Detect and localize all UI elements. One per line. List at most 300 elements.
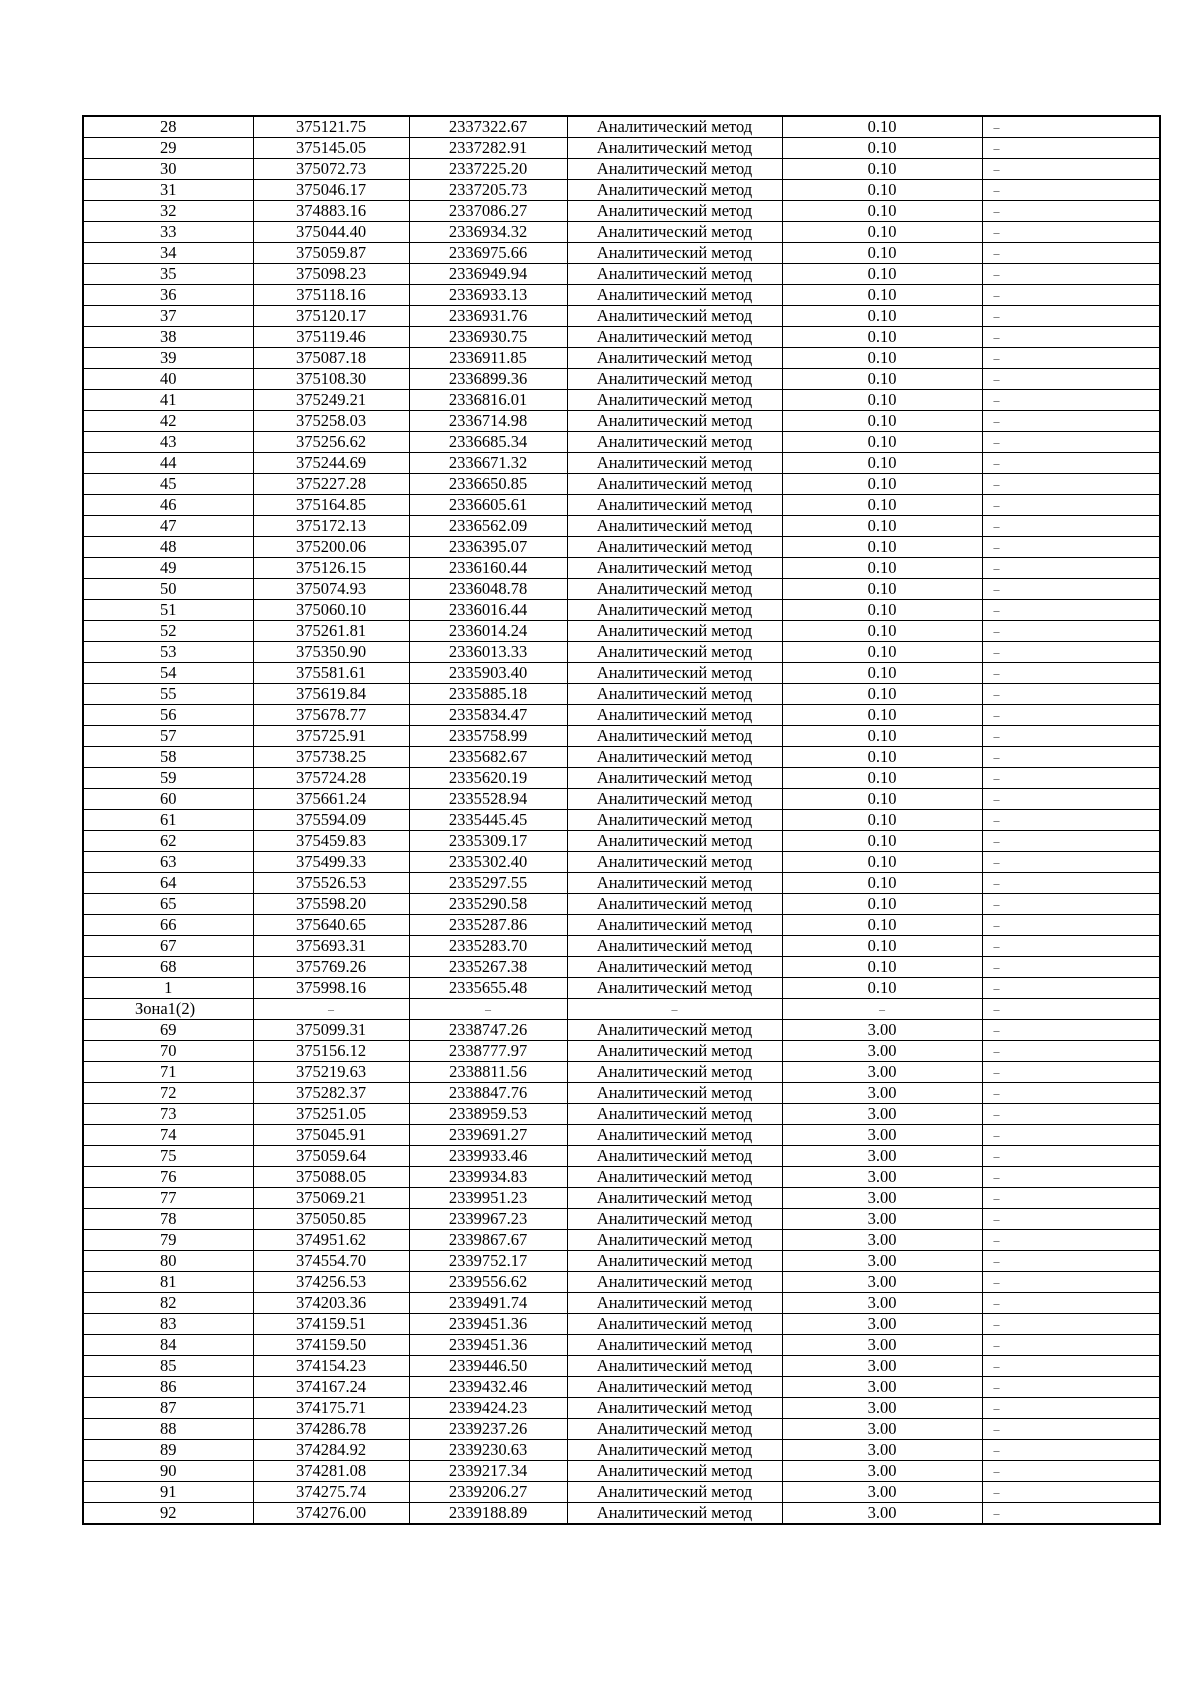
cell-method: Аналитический метод (567, 705, 782, 726)
cell-point-number: 30 (83, 159, 253, 180)
cell-point-number: 58 (83, 747, 253, 768)
cell-accuracy: 0.10 (782, 915, 982, 936)
cell-method: Аналитический метод (567, 1335, 782, 1356)
cell-point-number: 87 (83, 1398, 253, 1419)
cell-method: Аналитический метод (567, 1083, 782, 1104)
table-body (83, 116, 1160, 1524)
cell-y-coordinate: 2339933.46 (409, 1146, 567, 1167)
cell-method: Аналитический метод (567, 894, 782, 915)
cell-method: Аналитический метод (567, 1104, 782, 1125)
cell-y-coordinate: 2336685.34 (409, 432, 567, 453)
cell-accuracy: 0.10 (782, 116, 982, 138)
cell-x-coordinate: 374554.70 (253, 1251, 409, 1272)
cell-point-number: 34 (83, 243, 253, 264)
cell-x-coordinate: 375059.87 (253, 243, 409, 264)
cell-method: Аналитический метод (567, 1251, 782, 1272)
cell-accuracy: 3.00 (782, 1146, 982, 1167)
cell-x-coordinate: 375172.13 (253, 516, 409, 537)
cell-accuracy: 3.00 (782, 1482, 982, 1503)
table-row (83, 1482, 1160, 1503)
cell-remark: – (982, 495, 1160, 516)
cell-x-coordinate: 374951.62 (253, 1230, 409, 1251)
table-row (83, 957, 1160, 978)
cell-method: Аналитический метод (567, 1293, 782, 1314)
cell-method: Аналитический метод (567, 180, 782, 201)
cell-y-coordinate: 2335267.38 (409, 957, 567, 978)
cell-y-coordinate: 2336562.09 (409, 516, 567, 537)
cell-method: Аналитический метод (567, 957, 782, 978)
table-row (83, 1314, 1160, 1335)
cell-accuracy: 3.00 (782, 1167, 982, 1188)
table-row (83, 642, 1160, 663)
cell-x-coordinate: 375098.23 (253, 264, 409, 285)
table-row (83, 1419, 1160, 1440)
table-row (83, 1083, 1160, 1104)
cell-accuracy: 0.10 (782, 747, 982, 768)
cell-y-coordinate: 2335445.45 (409, 810, 567, 831)
cell-x-coordinate: 375072.73 (253, 159, 409, 180)
cell-method: Аналитический метод (567, 810, 782, 831)
cell-accuracy: 0.10 (782, 390, 982, 411)
cell-point-number: 86 (83, 1377, 253, 1398)
cell-remark: – (982, 747, 1160, 768)
table-row (83, 978, 1160, 999)
cell-method: Аналитический метод (567, 1167, 782, 1188)
cell-accuracy: 0.10 (782, 369, 982, 390)
cell-x-coordinate: 375598.20 (253, 894, 409, 915)
cell-accuracy: 0.10 (782, 642, 982, 663)
cell-y-coordinate: 2336048.78 (409, 579, 567, 600)
table-row (83, 1062, 1160, 1083)
cell-method: Аналитический метод (567, 831, 782, 852)
cell-method: Аналитический метод (567, 978, 782, 999)
cell-method: Аналитический метод (567, 600, 782, 621)
cell-point-number: 57 (83, 726, 253, 747)
cell-accuracy: 0.10 (782, 810, 982, 831)
cell-y-coordinate: 2336931.76 (409, 306, 567, 327)
cell-x-coordinate: 375998.16 (253, 978, 409, 999)
table-row (83, 348, 1160, 369)
cell-method: Аналитический метод (567, 663, 782, 684)
cell-method: Аналитический метод (567, 243, 782, 264)
cell-point-number: 68 (83, 957, 253, 978)
cell-accuracy: 3.00 (782, 1461, 982, 1482)
cell-remark: – (982, 852, 1160, 873)
cell-x-coordinate: 375108.30 (253, 369, 409, 390)
cell-remark: – (982, 180, 1160, 201)
cell-y-coordinate: 2337322.67 (409, 116, 567, 138)
cell-accuracy: 3.00 (782, 1020, 982, 1041)
cell-method: Аналитический метод (567, 915, 782, 936)
cell-remark: – (982, 1167, 1160, 1188)
cell-point-number: 47 (83, 516, 253, 537)
cell-x-coordinate: 374883.16 (253, 201, 409, 222)
cell-x-coordinate: 374284.92 (253, 1440, 409, 1461)
cell-point-number: 35 (83, 264, 253, 285)
cell-remark: – (982, 1062, 1160, 1083)
cell-y-coordinate: 2336975.66 (409, 243, 567, 264)
cell-y-coordinate: 2339188.89 (409, 1503, 567, 1525)
table-row (83, 327, 1160, 348)
cell-y-coordinate: 2335290.58 (409, 894, 567, 915)
cell-accuracy: 0.10 (782, 873, 982, 894)
cell-x-coordinate: 375499.33 (253, 852, 409, 873)
cell-remark: – (982, 116, 1160, 138)
table-row (83, 789, 1160, 810)
cell-accuracy: 3.00 (782, 1314, 982, 1335)
cell-y-coordinate: 2338959.53 (409, 1104, 567, 1125)
cell-method: Аналитический метод (567, 327, 782, 348)
cell-y-coordinate: 2339967.23 (409, 1209, 567, 1230)
cell-point-number: 28 (83, 116, 253, 138)
cell-point-number: 31 (83, 180, 253, 201)
cell-method: – (567, 999, 782, 1020)
cell-y-coordinate: 2336933.13 (409, 285, 567, 306)
cell-method: Аналитический метод (567, 537, 782, 558)
cell-y-coordinate: 2336816.01 (409, 390, 567, 411)
cell-x-coordinate: 375087.18 (253, 348, 409, 369)
cell-accuracy: 0.10 (782, 621, 982, 642)
cell-method: Аналитический метод (567, 1230, 782, 1251)
cell-x-coordinate: 375088.05 (253, 1167, 409, 1188)
cell-remark: – (982, 831, 1160, 852)
table-row (83, 684, 1160, 705)
cell-point-number: 46 (83, 495, 253, 516)
cell-x-coordinate: 375050.85 (253, 1209, 409, 1230)
cell-point-number: 63 (83, 852, 253, 873)
cell-method: Аналитический метод (567, 579, 782, 600)
cell-method: Аналитический метод (567, 1377, 782, 1398)
cell-remark: – (982, 726, 1160, 747)
cell-point-number: 49 (83, 558, 253, 579)
table-row (83, 831, 1160, 852)
table-row (83, 285, 1160, 306)
cell-point-number: 88 (83, 1419, 253, 1440)
coordinates-table (82, 115, 1161, 1525)
cell-x-coordinate: 375200.06 (253, 537, 409, 558)
cell-x-coordinate: 375725.91 (253, 726, 409, 747)
cell-remark: – (982, 1251, 1160, 1272)
cell-x-coordinate: 375060.10 (253, 600, 409, 621)
table-row (83, 432, 1160, 453)
cell-point-number: 73 (83, 1104, 253, 1125)
cell-remark: – (982, 1188, 1160, 1209)
cell-y-coordinate: 2339424.23 (409, 1398, 567, 1419)
cell-y-coordinate: 2335528.94 (409, 789, 567, 810)
table-row (83, 138, 1160, 159)
cell-point-number: 78 (83, 1209, 253, 1230)
cell-method: Аналитический метод (567, 789, 782, 810)
cell-remark: – (982, 558, 1160, 579)
cell-method: Аналитический метод (567, 1041, 782, 1062)
cell-method: Аналитический метод (567, 159, 782, 180)
cell-remark: – (982, 1398, 1160, 1419)
cell-remark: – (982, 327, 1160, 348)
table-row (83, 1104, 1160, 1125)
table-row (83, 894, 1160, 915)
cell-x-coordinate: 375251.05 (253, 1104, 409, 1125)
cell-method: Аналитический метод (567, 474, 782, 495)
table-row (83, 453, 1160, 474)
cell-remark: – (982, 1230, 1160, 1251)
cell-point-number: 37 (83, 306, 253, 327)
cell-accuracy: 3.00 (782, 1293, 982, 1314)
cell-method: Аналитический метод (567, 1125, 782, 1146)
cell-remark: – (982, 1272, 1160, 1293)
cell-accuracy: 3.00 (782, 1104, 982, 1125)
cell-x-coordinate: 375678.77 (253, 705, 409, 726)
cell-y-coordinate: 2336605.61 (409, 495, 567, 516)
cell-accuracy: 3.00 (782, 1377, 982, 1398)
cell-remark: – (982, 411, 1160, 432)
cell-accuracy: 0.10 (782, 852, 982, 873)
cell-point-number: 70 (83, 1041, 253, 1062)
cell-point-number: 64 (83, 873, 253, 894)
cell-accuracy: 0.10 (782, 894, 982, 915)
table-row (83, 621, 1160, 642)
cell-method: Аналитический метод (567, 138, 782, 159)
cell-accuracy: 0.10 (782, 600, 982, 621)
cell-y-coordinate: 2335834.47 (409, 705, 567, 726)
cell-y-coordinate: 2336934.32 (409, 222, 567, 243)
cell-y-coordinate: 2336714.98 (409, 411, 567, 432)
cell-accuracy: 0.10 (782, 957, 982, 978)
cell-y-coordinate: 2335297.55 (409, 873, 567, 894)
cell-y-coordinate: 2336016.44 (409, 600, 567, 621)
cell-y-coordinate: 2339217.34 (409, 1461, 567, 1482)
cell-y-coordinate: 2335682.67 (409, 747, 567, 768)
cell-y-coordinate: 2336949.94 (409, 264, 567, 285)
cell-method: Аналитический метод (567, 432, 782, 453)
table-row (83, 1230, 1160, 1251)
cell-point-number: 52 (83, 621, 253, 642)
cell-y-coordinate: 2339451.36 (409, 1335, 567, 1356)
cell-method: Аналитический метод (567, 852, 782, 873)
cell-point-number: 54 (83, 663, 253, 684)
cell-point-number: 83 (83, 1314, 253, 1335)
cell-point-number: 45 (83, 474, 253, 495)
cell-x-coordinate: 375156.12 (253, 1041, 409, 1062)
cell-y-coordinate: 2339237.26 (409, 1419, 567, 1440)
cell-remark: – (982, 894, 1160, 915)
cell-remark: – (982, 1104, 1160, 1125)
cell-x-coordinate: 375594.09 (253, 810, 409, 831)
cell-point-number: 75 (83, 1146, 253, 1167)
cell-remark: – (982, 474, 1160, 495)
cell-x-coordinate: 374281.08 (253, 1461, 409, 1482)
cell-method: Аналитический метод (567, 264, 782, 285)
table-row (83, 936, 1160, 957)
cell-accuracy: 0.10 (782, 222, 982, 243)
table-row (83, 1146, 1160, 1167)
cell-accuracy: 0.10 (782, 138, 982, 159)
cell-accuracy: 0.10 (782, 306, 982, 327)
cell-x-coordinate: 375249.21 (253, 390, 409, 411)
cell-method: Аналитический метод (567, 768, 782, 789)
cell-y-coordinate: 2339867.67 (409, 1230, 567, 1251)
cell-method: Аналитический метод (567, 726, 782, 747)
cell-remark: – (982, 600, 1160, 621)
cell-remark: – (982, 201, 1160, 222)
cell-accuracy: 0.10 (782, 558, 982, 579)
table-row (83, 243, 1160, 264)
cell-method: Аналитический метод (567, 1146, 782, 1167)
cell-method: Аналитический метод (567, 1398, 782, 1419)
cell-point-number: 66 (83, 915, 253, 936)
cell-y-coordinate: 2339230.63 (409, 1440, 567, 1461)
cell-y-coordinate: 2339451.36 (409, 1314, 567, 1335)
cell-x-coordinate: 375459.83 (253, 831, 409, 852)
cell-accuracy: 0.10 (782, 768, 982, 789)
cell-remark: – (982, 453, 1160, 474)
cell-point-number: 42 (83, 411, 253, 432)
table-row (83, 1209, 1160, 1230)
cell-accuracy: 0.10 (782, 432, 982, 453)
cell-accuracy: 0.10 (782, 411, 982, 432)
cell-x-coordinate: 375693.31 (253, 936, 409, 957)
cell-remark: – (982, 348, 1160, 369)
cell-method: Аналитический метод (567, 1419, 782, 1440)
cell-point-number: 44 (83, 453, 253, 474)
table-row (83, 579, 1160, 600)
cell-point-number: 82 (83, 1293, 253, 1314)
cell-point-number: 38 (83, 327, 253, 348)
cell-point-number: 43 (83, 432, 253, 453)
cell-remark: – (982, 1503, 1160, 1525)
cell-remark: – (982, 789, 1160, 810)
cell-method: Аналитический метод (567, 369, 782, 390)
table-row (83, 663, 1160, 684)
cell-x-coordinate: 375619.84 (253, 684, 409, 705)
cell-y-coordinate: 2339432.46 (409, 1377, 567, 1398)
cell-method: Аналитический метод (567, 621, 782, 642)
cell-y-coordinate: 2335655.48 (409, 978, 567, 999)
cell-accuracy: – (782, 999, 982, 1020)
cell-accuracy: 0.10 (782, 831, 982, 852)
cell-point-number: 61 (83, 810, 253, 831)
cell-accuracy: 3.00 (782, 1230, 982, 1251)
cell-x-coordinate: 375640.65 (253, 915, 409, 936)
cell-y-coordinate: 2339446.50 (409, 1356, 567, 1377)
cell-point-number: 50 (83, 579, 253, 600)
cell-remark: – (982, 138, 1160, 159)
cell-remark: – (982, 1440, 1160, 1461)
cell-accuracy: 0.10 (782, 663, 982, 684)
table-row (83, 600, 1160, 621)
cell-accuracy: 0.10 (782, 243, 982, 264)
cell-accuracy: 3.00 (782, 1440, 982, 1461)
cell-accuracy: 0.10 (782, 978, 982, 999)
cell-remark: – (982, 264, 1160, 285)
cell-y-coordinate: 2337282.91 (409, 138, 567, 159)
cell-accuracy: 3.00 (782, 1398, 982, 1419)
table-row (83, 411, 1160, 432)
table-row (83, 1041, 1160, 1062)
cell-remark: – (982, 915, 1160, 936)
cell-remark: – (982, 1356, 1160, 1377)
cell-y-coordinate: 2335903.40 (409, 663, 567, 684)
table-row (83, 1335, 1160, 1356)
cell-x-coordinate: 375769.26 (253, 957, 409, 978)
cell-method: Аналитический метод (567, 222, 782, 243)
cell-accuracy: 0.10 (782, 936, 982, 957)
cell-accuracy: 0.10 (782, 579, 982, 600)
cell-accuracy: 0.10 (782, 285, 982, 306)
cell-remark: – (982, 390, 1160, 411)
cell-point-number: 53 (83, 642, 253, 663)
cell-remark: – (982, 516, 1160, 537)
cell-y-coordinate: 2338811.56 (409, 1062, 567, 1083)
cell-x-coordinate: 374154.23 (253, 1356, 409, 1377)
cell-point-number: 92 (83, 1503, 253, 1525)
table-row (83, 201, 1160, 222)
table-row (83, 495, 1160, 516)
cell-method: Аналитический метод (567, 453, 782, 474)
cell-accuracy: 3.00 (782, 1209, 982, 1230)
cell-x-coordinate: 375119.46 (253, 327, 409, 348)
cell-point-number: 48 (83, 537, 253, 558)
cell-x-coordinate: 375120.17 (253, 306, 409, 327)
cell-accuracy: 3.00 (782, 1356, 982, 1377)
cell-method: Аналитический метод (567, 495, 782, 516)
cell-method: Аналитический метод (567, 1209, 782, 1230)
cell-x-coordinate: 375738.25 (253, 747, 409, 768)
cell-accuracy: 3.00 (782, 1041, 982, 1062)
table-row (83, 1272, 1160, 1293)
cell-remark: – (982, 936, 1160, 957)
cell-x-coordinate: 375044.40 (253, 222, 409, 243)
cell-remark: – (982, 1482, 1160, 1503)
cell-point-number: 59 (83, 768, 253, 789)
table-row (83, 1503, 1160, 1525)
cell-remark: – (982, 1146, 1160, 1167)
cell-y-coordinate: 2336899.36 (409, 369, 567, 390)
cell-method: Аналитический метод (567, 116, 782, 138)
cell-point-number: 39 (83, 348, 253, 369)
cell-remark: – (982, 1314, 1160, 1335)
cell-remark: – (982, 663, 1160, 684)
cell-method: Аналитический метод (567, 1482, 782, 1503)
cell-method: Аналитический метод (567, 684, 782, 705)
cell-point-number: 69 (83, 1020, 253, 1041)
cell-y-coordinate: 2338777.97 (409, 1041, 567, 1062)
cell-remark: – (982, 1209, 1160, 1230)
cell-x-coordinate: 375256.62 (253, 432, 409, 453)
cell-point-number: 90 (83, 1461, 253, 1482)
zone-label: Зона1(2) (83, 999, 253, 1020)
cell-method: Аналитический метод (567, 936, 782, 957)
cell-y-coordinate: 2336671.32 (409, 453, 567, 474)
table-row (83, 1356, 1160, 1377)
cell-point-number: 89 (83, 1440, 253, 1461)
table-row (83, 1440, 1160, 1461)
table-row (83, 1398, 1160, 1419)
cell-x-coordinate: 375581.61 (253, 663, 409, 684)
cell-method: Аналитический метод (567, 201, 782, 222)
cell-y-coordinate: 2339206.27 (409, 1482, 567, 1503)
cell-remark: – (982, 1083, 1160, 1104)
cell-accuracy: 0.10 (782, 453, 982, 474)
table-row (83, 159, 1160, 180)
cell-accuracy: 0.10 (782, 705, 982, 726)
cell-remark: – (982, 684, 1160, 705)
cell-x-coordinate: 375244.69 (253, 453, 409, 474)
table-row (83, 516, 1160, 537)
cell-y-coordinate: 2336395.07 (409, 537, 567, 558)
cell-x-coordinate: – (253, 999, 409, 1020)
cell-x-coordinate: 374159.50 (253, 1335, 409, 1356)
cell-accuracy: 0.10 (782, 264, 982, 285)
